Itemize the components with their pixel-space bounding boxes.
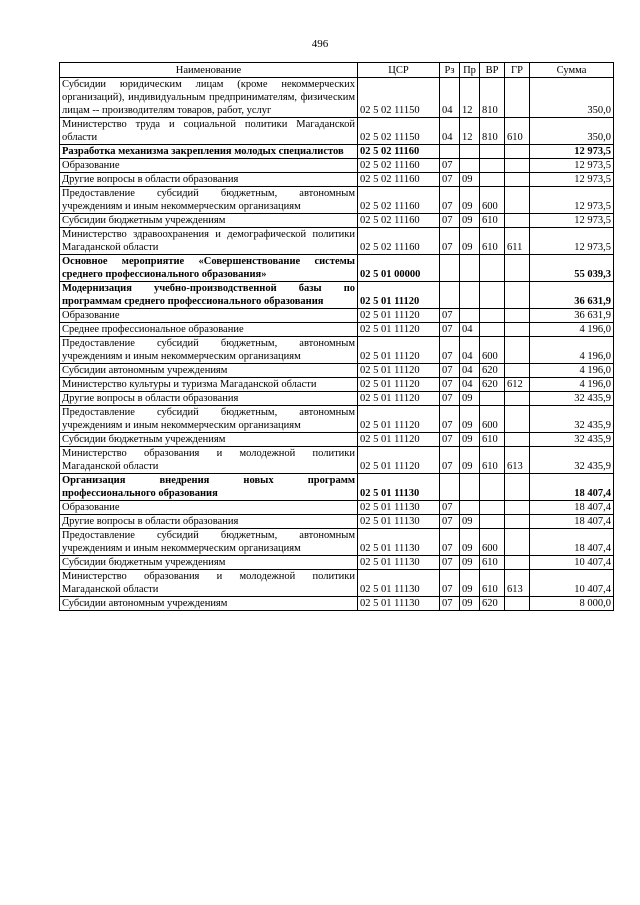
row-vr: 610 xyxy=(480,447,505,474)
row-name: Субсидии бюджетным учреждениям xyxy=(60,433,358,447)
row-csr: 02 5 01 11130 xyxy=(358,597,440,611)
row-vr xyxy=(480,255,505,282)
row-sum: 10 407,4 xyxy=(530,556,614,570)
row-csr: 02 5 01 00000 xyxy=(358,255,440,282)
row-csr: 02 5 01 11120 xyxy=(358,309,440,323)
row-vr xyxy=(480,392,505,406)
row-gr xyxy=(505,529,530,556)
row-csr: 02 5 01 11120 xyxy=(358,433,440,447)
column-header-sum: Сумма xyxy=(530,63,614,78)
row-gr xyxy=(505,255,530,282)
row-rz xyxy=(440,145,460,159)
row-gr xyxy=(505,433,530,447)
row-csr: 02 5 02 11160 xyxy=(358,145,440,159)
row-csr: 02 5 01 11120 xyxy=(358,323,440,337)
row-sum: 55 039,3 xyxy=(530,255,614,282)
row-gr xyxy=(505,159,530,173)
row-pr xyxy=(460,501,480,515)
table-header-row xyxy=(60,63,614,78)
row-csr: 02 5 01 11130 xyxy=(358,529,440,556)
table-row xyxy=(60,282,614,309)
table-row xyxy=(60,255,614,282)
row-vr: 600 xyxy=(480,529,505,556)
table-row xyxy=(60,515,614,529)
table-row xyxy=(60,364,614,378)
row-name: Другие вопросы в области образования xyxy=(60,173,358,187)
table-body xyxy=(60,78,614,611)
row-csr: 02 5 01 11120 xyxy=(358,282,440,309)
column-header-name: Наименование xyxy=(60,63,358,78)
row-gr xyxy=(505,406,530,433)
row-rz: 07 xyxy=(440,309,460,323)
row-pr: 04 xyxy=(460,364,480,378)
row-vr: 610 xyxy=(480,570,505,597)
row-sum: 36 631,9 xyxy=(530,282,614,309)
row-vr: 810 xyxy=(480,78,505,118)
row-vr xyxy=(480,474,505,501)
row-pr: 09 xyxy=(460,406,480,433)
row-name: Образование xyxy=(60,309,358,323)
row-sum: 12 973,5 xyxy=(530,228,614,255)
row-pr: 09 xyxy=(460,433,480,447)
row-gr: 612 xyxy=(505,378,530,392)
row-csr: 02 5 01 11120 xyxy=(358,392,440,406)
row-name: Министерство культуры и туризма Магаданской области xyxy=(60,378,358,392)
row-csr: 02 5 01 11120 xyxy=(358,364,440,378)
row-gr xyxy=(505,309,530,323)
row-sum: 32 435,9 xyxy=(530,433,614,447)
row-vr xyxy=(480,159,505,173)
row-csr: 02 5 02 11150 xyxy=(358,118,440,145)
row-pr: 09 xyxy=(460,515,480,529)
row-sum: 18 407,4 xyxy=(530,529,614,556)
row-name: Другие вопросы в области образования xyxy=(60,515,358,529)
row-vr xyxy=(480,173,505,187)
table-row xyxy=(60,159,614,173)
row-name: Основное мероприятие «Совершенствование системы среднего профессионального образования» xyxy=(60,255,358,282)
table-row xyxy=(60,570,614,597)
row-rz xyxy=(440,474,460,501)
row-name: Организация внедрения новых программ профессионального образования xyxy=(60,474,358,501)
row-vr: 620 xyxy=(480,378,505,392)
table-row xyxy=(60,228,614,255)
column-header-gr: ГР xyxy=(505,63,530,78)
row-rz: 07 xyxy=(440,378,460,392)
column-header-pr: Пр xyxy=(460,63,480,78)
row-rz: 07 xyxy=(440,556,460,570)
row-gr xyxy=(505,187,530,214)
row-vr xyxy=(480,323,505,337)
row-rz: 07 xyxy=(440,364,460,378)
row-rz: 07 xyxy=(440,501,460,515)
row-csr: 02 5 01 11120 xyxy=(358,406,440,433)
table-row xyxy=(60,323,614,337)
row-pr xyxy=(460,159,480,173)
table-row xyxy=(60,433,614,447)
row-gr xyxy=(505,323,530,337)
row-gr xyxy=(505,474,530,501)
row-name: Министерство образования и молодежной политики Магаданской области xyxy=(60,570,358,597)
row-name: Министерство образования и молодежной политики Магаданской области xyxy=(60,447,358,474)
row-name: Субсидии юридическим лицам (кроме некоммерческих организаций), индивидуальным предпринимателям, физическим лицам -- производителям товаров, работ, услуг xyxy=(60,78,358,118)
row-gr xyxy=(505,145,530,159)
row-name: Разработка механизма закрепления молодых специалистов xyxy=(60,145,358,159)
row-vr: 610 xyxy=(480,228,505,255)
row-name: Предоставление субсидий бюджетным, автономным учреждениям и иным некоммерческим организациям xyxy=(60,187,358,214)
row-sum: 4 196,0 xyxy=(530,323,614,337)
table-row xyxy=(60,187,614,214)
row-gr: 613 xyxy=(505,570,530,597)
row-name: Субсидии бюджетным учреждениям xyxy=(60,214,358,228)
row-sum: 18 407,4 xyxy=(530,515,614,529)
row-sum: 12 973,5 xyxy=(530,145,614,159)
row-vr: 610 xyxy=(480,214,505,228)
row-vr: 620 xyxy=(480,364,505,378)
row-name: Образование xyxy=(60,501,358,515)
row-rz: 07 xyxy=(440,515,460,529)
row-name: Субсидии автономным учреждениям xyxy=(60,364,358,378)
row-pr: 09 xyxy=(460,228,480,255)
row-vr xyxy=(480,501,505,515)
row-name: Предоставление субсидий бюджетным, автономным учреждениям и иным некоммерческим организациям xyxy=(60,337,358,364)
row-gr xyxy=(505,337,530,364)
table-row xyxy=(60,597,614,611)
row-pr xyxy=(460,282,480,309)
row-name: Субсидии автономным учреждениям xyxy=(60,597,358,611)
row-pr: 04 xyxy=(460,337,480,364)
table-row xyxy=(60,447,614,474)
row-pr: 09 xyxy=(460,214,480,228)
row-sum: 12 973,5 xyxy=(530,173,614,187)
row-rz: 07 xyxy=(440,228,460,255)
row-gr: 611 xyxy=(505,228,530,255)
row-csr: 02 5 01 11130 xyxy=(358,474,440,501)
row-pr: 09 xyxy=(460,187,480,214)
table-row xyxy=(60,118,614,145)
row-rz: 07 xyxy=(440,392,460,406)
row-rz: 07 xyxy=(440,529,460,556)
row-sum: 36 631,9 xyxy=(530,309,614,323)
row-name: Министерство здравоохранения и демографической политики Магаданской области xyxy=(60,228,358,255)
row-csr: 02 5 01 11120 xyxy=(358,337,440,364)
row-rz: 07 xyxy=(440,406,460,433)
row-gr xyxy=(505,173,530,187)
row-csr: 02 5 01 11130 xyxy=(358,556,440,570)
row-rz: 07 xyxy=(440,159,460,173)
row-sum: 32 435,9 xyxy=(530,406,614,433)
row-rz: 07 xyxy=(440,337,460,364)
row-vr xyxy=(480,515,505,529)
table-row xyxy=(60,378,614,392)
row-name: Другие вопросы в области образования xyxy=(60,392,358,406)
row-csr: 02 5 02 11160 xyxy=(358,159,440,173)
row-gr: 610 xyxy=(505,118,530,145)
row-pr: 09 xyxy=(460,173,480,187)
row-gr xyxy=(505,501,530,515)
row-gr xyxy=(505,597,530,611)
table-row xyxy=(60,392,614,406)
row-pr: 12 xyxy=(460,118,480,145)
row-sum: 350,0 xyxy=(530,118,614,145)
budget-table xyxy=(59,62,614,611)
row-vr: 610 xyxy=(480,433,505,447)
row-rz xyxy=(440,255,460,282)
row-name: Субсидии бюджетным учреждениям xyxy=(60,556,358,570)
row-csr: 02 5 01 11120 xyxy=(358,447,440,474)
row-name: Образование xyxy=(60,159,358,173)
row-vr: 600 xyxy=(480,337,505,364)
table-row xyxy=(60,556,614,570)
row-sum: 8 000,0 xyxy=(530,597,614,611)
row-sum: 4 196,0 xyxy=(530,337,614,364)
row-sum: 18 407,4 xyxy=(530,474,614,501)
row-sum: 12 973,5 xyxy=(530,187,614,214)
row-csr: 02 5 02 11160 xyxy=(358,214,440,228)
row-csr: 02 5 01 11130 xyxy=(358,570,440,597)
row-gr xyxy=(505,392,530,406)
row-csr: 02 5 01 11130 xyxy=(358,501,440,515)
row-sum: 12 973,5 xyxy=(530,214,614,228)
row-vr: 600 xyxy=(480,187,505,214)
column-header-vr: ВР xyxy=(480,63,505,78)
row-rz: 07 xyxy=(440,570,460,597)
table-row xyxy=(60,529,614,556)
row-sum: 18 407,4 xyxy=(530,501,614,515)
row-sum: 12 973,5 xyxy=(530,159,614,173)
row-csr: 02 5 02 11160 xyxy=(358,173,440,187)
row-vr: 810 xyxy=(480,118,505,145)
row-pr: 09 xyxy=(460,556,480,570)
row-pr: 09 xyxy=(460,392,480,406)
row-gr xyxy=(505,214,530,228)
column-header-csr: ЦСР xyxy=(358,63,440,78)
row-rz: 07 xyxy=(440,447,460,474)
row-name: Среднее профессиональное образование xyxy=(60,323,358,337)
row-vr: 600 xyxy=(480,406,505,433)
page-number: 496 xyxy=(311,38,329,50)
row-csr: 02 5 01 11120 xyxy=(358,378,440,392)
row-sum: 350,0 xyxy=(530,78,614,118)
row-name: Модернизация учебно-производственной базы по программам среднего профессионального образования xyxy=(60,282,358,309)
row-pr xyxy=(460,474,480,501)
table-row xyxy=(60,145,614,159)
table-row xyxy=(60,78,614,118)
table-row xyxy=(60,309,614,323)
row-rz: 07 xyxy=(440,433,460,447)
row-pr xyxy=(460,145,480,159)
row-rz: 07 xyxy=(440,323,460,337)
row-rz: 07 xyxy=(440,214,460,228)
row-vr xyxy=(480,145,505,159)
row-rz: 07 xyxy=(440,597,460,611)
row-rz xyxy=(440,282,460,309)
row-rz: 04 xyxy=(440,78,460,118)
row-sum: 4 196,0 xyxy=(530,364,614,378)
row-pr: 04 xyxy=(460,378,480,392)
row-rz: 07 xyxy=(440,187,460,214)
row-pr: 09 xyxy=(460,570,480,597)
row-csr: 02 5 02 11150 xyxy=(358,78,440,118)
row-gr xyxy=(505,282,530,309)
row-csr: 02 5 02 11160 xyxy=(358,228,440,255)
row-csr: 02 5 02 11160 xyxy=(358,187,440,214)
row-vr xyxy=(480,282,505,309)
row-gr xyxy=(505,78,530,118)
row-gr: 613 xyxy=(505,447,530,474)
row-pr: 09 xyxy=(460,529,480,556)
table-row xyxy=(60,474,614,501)
row-sum: 32 435,9 xyxy=(530,447,614,474)
row-name: Предоставление субсидий бюджетным, автономным учреждениям и иным некоммерческим организациям xyxy=(60,406,358,433)
row-gr xyxy=(505,556,530,570)
row-pr: 09 xyxy=(460,597,480,611)
table-row xyxy=(60,214,614,228)
row-sum: 32 435,9 xyxy=(530,392,614,406)
table-row xyxy=(60,337,614,364)
table-row xyxy=(60,406,614,433)
row-pr: 04 xyxy=(460,323,480,337)
row-gr xyxy=(505,364,530,378)
row-name: Предоставление субсидий бюджетным, автономным учреждениям и иным некоммерческим организациям xyxy=(60,529,358,556)
row-rz: 04 xyxy=(440,118,460,145)
row-vr: 610 xyxy=(480,556,505,570)
row-name: Министерство труда и социальной политики Магаданской области xyxy=(60,118,358,145)
row-vr: 620 xyxy=(480,597,505,611)
table-row xyxy=(60,173,614,187)
row-sum: 10 407,4 xyxy=(530,570,614,597)
column-header-rz: Рз xyxy=(440,63,460,78)
row-pr: 09 xyxy=(460,447,480,474)
row-gr xyxy=(505,515,530,529)
row-csr: 02 5 01 11130 xyxy=(358,515,440,529)
row-pr xyxy=(460,255,480,282)
row-pr xyxy=(460,309,480,323)
table-row xyxy=(60,501,614,515)
row-sum: 4 196,0 xyxy=(530,378,614,392)
row-pr: 12 xyxy=(460,78,480,118)
row-rz: 07 xyxy=(440,173,460,187)
row-vr xyxy=(480,309,505,323)
